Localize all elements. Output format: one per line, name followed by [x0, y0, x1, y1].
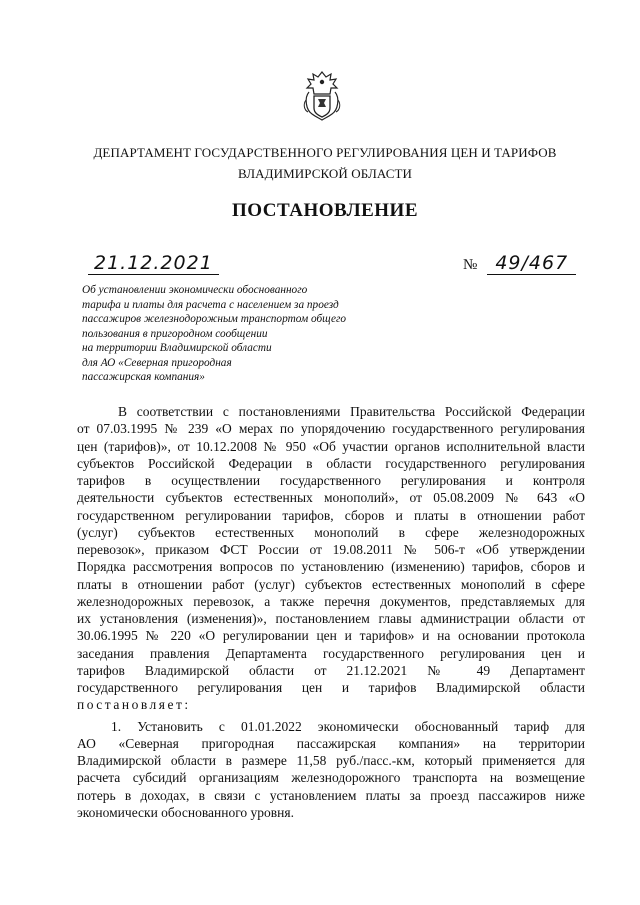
- preamble-line: перевозок», приказом ФСТ России от 19.08.2011 № 506-т «Об утверждении: [77, 542, 585, 557]
- document-date: 21.12.2021: [88, 252, 219, 275]
- preamble-line: государственном регулировании тарифов, сборов и платы в отношении работ: [77, 507, 585, 523]
- decree-word: постановляет:: [77, 697, 191, 713]
- subject-line: для АО «Северная пригородная: [82, 356, 232, 369]
- item1-line: 1. Установить с 01.01.2022 экономически обоснованный тариф для: [111, 718, 585, 734]
- preamble-line: 30.06.1995 № 220 «О регулировании цен и тарифов» и на основании протокола: [77, 628, 585, 644]
- document-number: 49/467: [487, 252, 576, 275]
- subject-line: пассажиров железнодорожным транспортом общего: [82, 313, 347, 325]
- department-name-line1: ДЕПАРТАМЕНТ ГОСУДАРСТВЕННОГО РЕГУЛИРОВАНИЯ ЦЕН И ТАРИФОВ: [93, 145, 557, 160]
- preamble-line: их установления (изменения)», постановлением главы администрации области от: [77, 611, 585, 626]
- document-number-block: [463, 252, 576, 274]
- preamble-line: тарифов в осуществлении государственного регулирования и контроля: [77, 473, 585, 488]
- preamble-line: платы в отношении работ (услуг) субъектов естественных монополий в сфере: [77, 576, 585, 592]
- department-name-line2: ВЛАДИМИРСКОЙ ОБЛАСТИ: [237, 166, 413, 181]
- document-type-title: ПОСТАНОВЛЕНИЕ: [231, 200, 419, 221]
- preamble-line: тарифов Владимирской области от 21.12.2021 № 49 Департамент: [77, 662, 585, 678]
- item1-line: Владимирской области в размере 11,58 руб./пасс.-км, который применяется для: [77, 753, 585, 768]
- preamble-line: заседания правления Департамента государственного регулирования цен и: [77, 645, 585, 661]
- preamble-line: железнодорожных перевозок, а также перечня документов, представляемых для: [77, 593, 585, 609]
- subject-line: пассажирская компания»: [82, 371, 205, 383]
- subject-line: тарифа и платы для расчета с населением за проезд: [82, 298, 339, 311]
- item1-line: экономически обоснованного уровня.: [77, 804, 294, 820]
- preamble-line: государственного регулирования цен и тарифов Владимирской области: [77, 680, 585, 695]
- coat-of-arms-emblem: [300, 70, 344, 122]
- preamble-line: Порядка рассмотрения вопросов по установлению (изменению) тарифов, сборов и: [77, 559, 585, 575]
- document-body: [77, 403, 585, 821]
- number-sign: №: [463, 257, 478, 273]
- item1-line: потерь в доходах, в связи с установлением платы за проезд пассажиров ниже: [77, 787, 585, 803]
- preamble-line: деятельности субъектов естественных монополий», от 05.08.2009 № 643 «О: [77, 490, 585, 506]
- preamble-line: цен (тарифов)», от 10.12.2008 № 950 «Об участии органов исполнительной власти: [77, 438, 585, 454]
- subject-line: Об установлении экономически обоснованного: [82, 284, 308, 296]
- subject-line: пользования в пригородном сообщении: [82, 327, 268, 340]
- preamble-line: В соответствии с постановлениями Правительства Российской Федерации: [118, 404, 585, 419]
- item1-line: АО «Северная пригородная пассажирская компания» на территории: [77, 735, 585, 751]
- item1-line: расчета субсидий организациям железнодорожного транспорта на возмещение: [77, 770, 585, 786]
- preamble-line: (услуг) субъектов естественных монополий в сфере железнодорожных: [77, 524, 585, 540]
- preamble-line: от 07.03.1995 № 239 «О мерах по упорядочению государственного регулирования: [77, 421, 585, 437]
- subject-line: на территории Владимирской области: [82, 342, 272, 354]
- preamble-line: субъектов Российской Федерации в области государственного регулирования: [77, 455, 585, 471]
- document-subject: [82, 283, 402, 385]
